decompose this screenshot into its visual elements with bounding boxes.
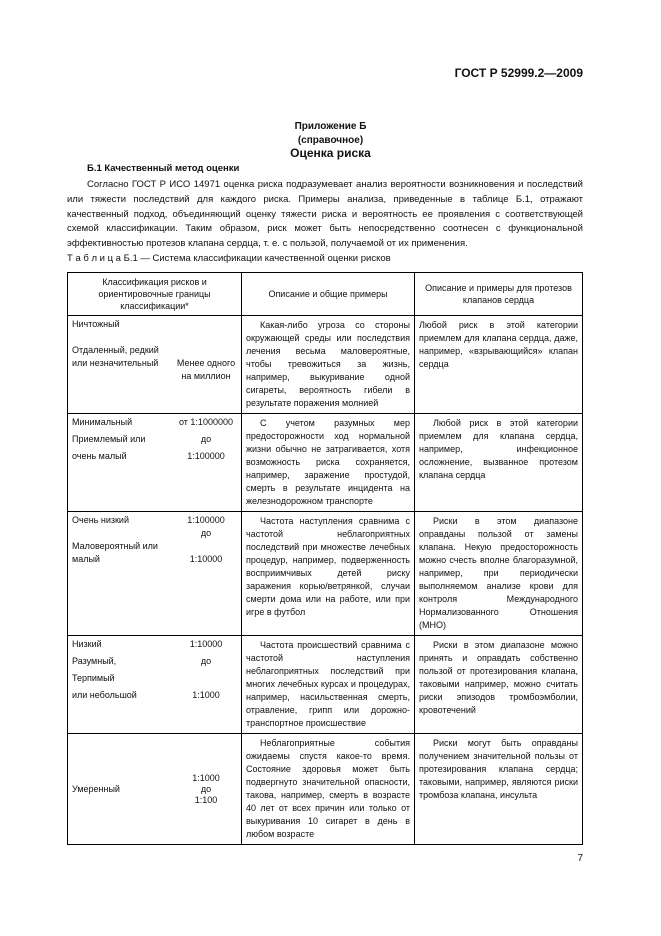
classification-line	[72, 451, 237, 468]
classification-line	[72, 417, 237, 434]
annex-title: Приложение Б	[294, 121, 367, 132]
page-number: 7	[577, 853, 583, 864]
risk-range	[175, 541, 237, 554]
valve-description-cell: Любой риск в этой категории приемлем для клапана сердца, даже, например, «взрывающийся» клапан сердца	[415, 316, 583, 414]
range-line: 1:100	[194, 794, 218, 805]
classification-cell	[68, 512, 242, 636]
description-cell: Неблагоприятные события ожидаемы спустя какое-то время. Состояние здоровья может быть подвергнуто значительной опасности, такова, например, смерть в возрасте 40 лет от всех причин или только от выкуривания 10 сигарет в день в любом возрасте	[242, 734, 415, 845]
risk-level: или незначительный	[72, 358, 159, 368]
risk-level: или небольшой	[72, 690, 137, 700]
description-cell: Какая-либо угроза со стороны окружающей среды или последствия лечения весьма маловероятные, чтобы тревожиться за жизнь, например, выкуривание одной сигареты, вероятность гибели в результате поражения молнией	[242, 316, 415, 414]
header-valve-description: Описание и примеры для протезов клапанов сердца	[415, 273, 583, 316]
risk-range: 1:10000	[189, 554, 223, 564]
risk-level: малый	[72, 554, 100, 564]
classification-cell	[68, 414, 242, 512]
annex-heading	[0, 120, 661, 148]
risk-table	[67, 272, 583, 845]
risk-level: Минимальный	[72, 417, 133, 427]
classification-line	[72, 515, 237, 528]
description-cell: Частота происшествий сравнима с частотой наступления неблагоприятных последствий при многих лечебных курсах и процедурах, например, насильственная смерть, отравление, грипп или дорожно-транспортное происшествие	[242, 636, 415, 734]
header-description: Описание и общие примеры	[242, 273, 415, 316]
classification-line	[72, 371, 237, 384]
body-paragraph: Согласно ГОСТ Р ИСО 14971 оценка риска подразумевает анализ вероятности возникновения и последствий или тяжести последствий для каждого риска. Примеры анализа, приведенные в таблице Б.1, отражают качественный подход, объединяющий оценку тяжести риска и вероятность ее проявления с соответствующей схемой классификации. Таким образом, риск может быть непосредственно соотнесен с функциональной эффективностью протезов клапана сердца, т. е. с пользой, получаемой от их применения.	[67, 179, 583, 250]
risk-range: на миллион	[181, 371, 231, 381]
risk-range: до	[200, 528, 212, 538]
risk-range	[175, 773, 237, 806]
risk-range: 1:1000	[192, 690, 220, 700]
risk-range: до	[200, 434, 212, 444]
classification-line	[72, 434, 237, 451]
classification-line	[72, 332, 237, 345]
risk-level: Ничтожный	[72, 319, 120, 329]
risk-range	[175, 319, 237, 332]
header-classification: Классификация рисков и ориентировочные границы классификации*	[68, 273, 242, 316]
risk-range	[175, 345, 237, 358]
risk-level: Приемлемый или	[72, 434, 146, 444]
standard-number: ГОСТ Р 52999.2—2009	[454, 66, 583, 80]
classification-line	[72, 656, 237, 673]
valve-description-cell: Риски в этом диапазоне оправданы пользой от замены клапана. Некую предосторожность можно счесть вполне благоразумной, например, при периодически выполняемом анализе крови для контроля Международного Нормализованного Отношения (МНО)	[415, 512, 583, 636]
classification-line	[72, 554, 237, 567]
page-title: Оценка риска	[290, 146, 371, 160]
risk-level: Терпимый	[72, 673, 115, 683]
classification-line	[72, 358, 237, 371]
risk-range: 1:10000	[189, 639, 223, 649]
risk-range: Менее одного	[176, 358, 236, 368]
classification-line	[72, 639, 237, 656]
classification-line	[72, 541, 237, 554]
classification-line	[72, 319, 237, 332]
table-caption: Т а б л и ц а Б.1 — Система классификации качественной оценки рисков	[67, 253, 391, 264]
risk-range: 1:100000	[187, 515, 225, 525]
table-row	[68, 414, 583, 512]
classification-cell	[68, 734, 242, 845]
risk-level: очень малый	[72, 451, 127, 461]
classification-line	[72, 345, 237, 358]
risk-level: Очень низкий	[72, 515, 129, 525]
classification-line	[72, 690, 237, 707]
range-line: 1:1000	[192, 772, 220, 783]
classification-cell	[68, 316, 242, 414]
risk-level: Маловероятный или	[72, 541, 158, 551]
section-heading: Б.1 Качественный метод оценки	[87, 163, 240, 174]
risk-level: Отдаленный, редкий	[72, 345, 159, 355]
risk-range: от 1:1000000	[179, 417, 233, 427]
risk-level: Разумный,	[72, 656, 117, 666]
valve-description-cell: Риски могут быть оправданы получением значительной пользы от протезирования клапана сердца; таковыми, например, являются риски тромбоза клапана, инсульта	[415, 734, 583, 845]
description-cell: Частота наступления сравнима с частотой неблагоприятных последствий при множестве лечебных процедур, например, подверженность восприимчивых детей риску заражения корью/ветрянкой, случаи смерти дома или на работе, или при игре в футбол	[242, 512, 415, 636]
risk-range: 1:100000	[187, 451, 225, 461]
valve-description-cell: Любой риск в этой категории приемлем для клапана сердца, например, инфекционное осложнение, вызванное протезом клапана сердца	[415, 414, 583, 512]
classification-line	[72, 528, 237, 541]
risk-range	[175, 673, 237, 690]
description-cell: С учетом разумных мер предосторожности ход нормальной жизни обычно не затрагивается, хотя возможность риска сохраняется, например, заражение простудой, смерть в результате инцидента на железнодорожном транспорте	[242, 414, 415, 512]
range-line: до	[200, 783, 212, 794]
classification-line	[72, 673, 237, 690]
risk-range: до	[200, 656, 212, 666]
risk-level: Низкий	[72, 639, 102, 649]
table-row	[68, 316, 583, 414]
risk-level: Умеренный	[72, 784, 120, 794]
table-row	[68, 734, 583, 845]
table-row	[68, 636, 583, 734]
table-row	[68, 512, 583, 636]
classification-cell	[68, 636, 242, 734]
annex-type: (справочное)	[297, 135, 364, 146]
table-header-row	[68, 273, 583, 316]
valve-description-cell: Риски в этом диапазоне можно принять и оправдать собственно пользой от протезирования клапана, таковыми например, можно считать риски эпизодов тромбоэмболии, кровотечений	[415, 636, 583, 734]
risk-range	[175, 332, 237, 345]
